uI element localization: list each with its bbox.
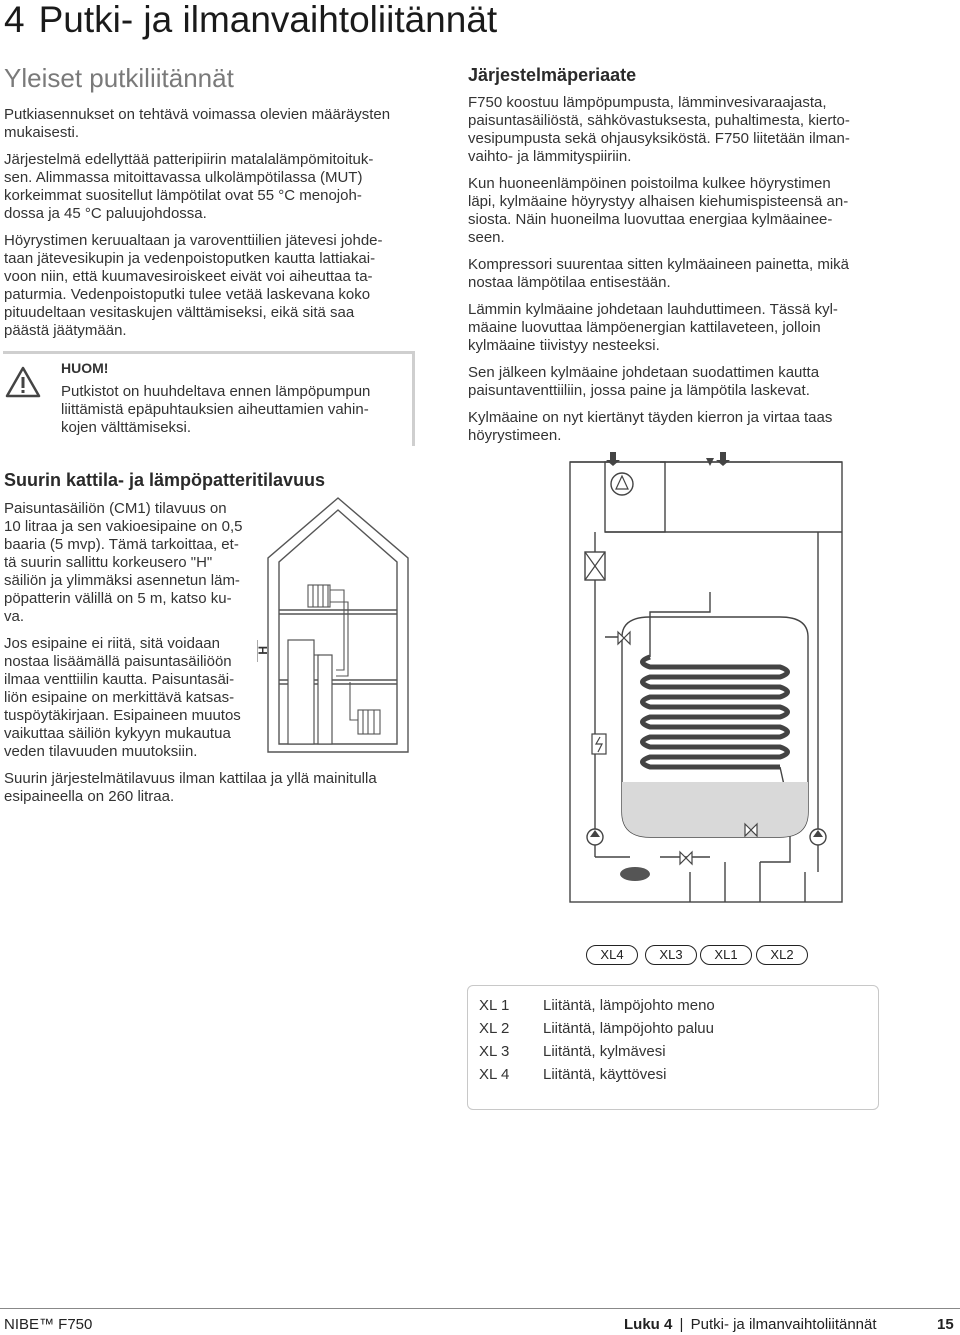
legend-code: XL 1 [479,997,510,1014]
volume-heading: Suurin kattila- ja lämpöpatteritilavuus [4,470,326,490]
height-h-label: H [256,646,270,655]
volume-p1-line: tä suurin sallittu korkeusero "H" [4,554,213,571]
heat-pump-unit [288,640,332,744]
legend-text: Liitäntä, kylmävesi [543,1043,666,1060]
chapter-number: 4 [4,0,25,40]
principle-heading: Järjestelmäperiaate [468,65,637,85]
legend-code: XL 2 [479,1020,510,1037]
principle-p6-line: Kylmäaine on nyt kiertänyt täyden kierron ja virtaa taas [468,409,833,426]
principle-p5-line: paisuntaventtiiliin, jossa paine ja lämpötila laskevat. [468,382,810,399]
principle-p4-line: kylmäaine tiivistyy nesteeksi. [468,337,660,354]
principle-p4-line: mäaine luovuttaa lämpöenergian kattilaveteen, jolloin [468,319,821,336]
principle-p4-line: Lämmin kylmäaine johdetaan lauhduttimeen. Tässä kyl- [468,301,838,318]
general-p3-line: Höyrystimen keruualtaan ja varoventtiilien jätevesi johde- [4,232,383,249]
expansion-vessel [620,867,650,881]
general-p1-line: Putkiasennukset on tehtävä voimassa olevien määräysten [4,106,391,123]
volume-p2-line: veden tilavuuden muutoksiin. [4,743,198,760]
general-p1-line: mukaisesti. [4,124,80,141]
system-schematic [560,452,850,940]
warning-triangle-icon [5,366,41,398]
principle-p2-line: Kun huoneenlämpöinen poistoilma kulkee höyrystimen [468,175,831,192]
volume-p1-line: va. [4,608,25,625]
volume-text [4,500,264,761]
principle-p3-line: nostaa lämpötilaa entisestään. [468,274,671,291]
volume-p1-line: pöpatterin välillä on 5 m, katso ku- [4,590,232,607]
connection-label: XL2 [756,945,808,965]
footer-chapter-label: Luku 4 [624,1316,673,1333]
volume-p3-line: esipaineella on 260 litraa. [4,788,175,805]
principle-text [468,94,888,445]
legend-code: XL 3 [479,1043,510,1060]
general-p3-line: pituudeltaan vesitaskujen välttämiseksi, eikä sitä saa [4,304,355,321]
legend-text: Liitäntä, lämpöjohto meno [543,997,715,1014]
volume-p3 [4,770,377,806]
volume-p3-line: Suurin järjestelmätilavuus ilman kattilaa ja yllä mainitulla [4,770,377,787]
general-p2-line: dossa ja 45 °C paluujohdossa. [4,205,207,222]
fan-box [605,462,665,532]
radiator-top [308,585,330,607]
volume-p2-line: ilmaa venttiilin kautta. Paisuntasäi- [4,671,235,688]
page-number: 15 [937,1316,954,1333]
volume-p1-line: 10 litraa ja sen vakioesipaine on 0,5 [4,518,243,535]
house-diagram [258,490,418,755]
note-line: Putkistot on huuhdeltava ennen lämpöpumpun [61,383,371,400]
general-heading: Yleiset putkiliitännät [4,63,234,93]
footer-product: NIBE™ F750 [4,1316,93,1333]
legend-text: Liitäntä, käyttövesi [543,1066,667,1083]
principle-p2-line: läpi, kylmäaine höyrystyy alhaisen kiehumispisteensä an- [468,193,849,210]
principle-p1-line: F750 koostuu lämpöpumpusta, lämminvesivaraajasta, [468,94,827,111]
chapter-title-text: Putki- ja ilmanvaihtoliitännät [38,0,498,40]
volume-p2-line: liön esipaine on merkittävä katsas- [4,689,235,706]
general-p2-line: korkeimmat suositellut lämpötilat ovat 55 °C menojoh- [4,187,362,204]
airflow-arrows [606,452,730,466]
general-p3-line: voon niin, että kuumavesiroiskeet eivät voi aiheuttaa ta- [4,268,373,285]
connection-label: XL1 [700,945,752,965]
legend-code: XL 4 [479,1066,510,1083]
general-text [4,106,424,340]
principle-p2-line: siosta. Näin huoneilma luovuttaa energiaa kylmäainee- [468,211,833,228]
note-line: kojen välttämiseksi. [61,419,192,436]
footer-rule [0,1308,960,1309]
note-line: liittämistä epäpuhtauksien aiheuttamien vahin- [61,401,369,418]
connection-label: XL3 [645,945,697,965]
chapter-title [4,0,497,42]
volume-p2-line: nostaa lisäämällä paisuntasäiliöön [4,653,232,670]
note-title: HUOM! [61,360,109,376]
general-p3-line: paturmia. Vedenpoistoputki tulee vetää laskevana koko [4,286,371,303]
principle-p6-line: höyrystimeen. [468,427,562,444]
note-text [61,383,370,437]
principle-p5-line: Sen jälkeen kylmäaine johdetaan suodattimen kautta [468,364,820,381]
general-p2-line: sen. Alimmassa mitoittavassa ulkolämpötilassa (MUT) [4,169,363,186]
general-p3-line: taan jätevesikupin ja vedenpoistoputken kautta lattiakai- [4,250,376,267]
volume-p2-line: tuspöytäkirjaan. Esipaineen muutos [4,707,241,724]
legend-text: Liitäntä, lämpöjohto paluu [543,1020,714,1037]
radiator-bottom [358,710,380,734]
volume-p2-line: vaikuttaa säiliön kykyyn mukautua [4,725,231,742]
principle-p1-line: vaihto- ja lämmityspiiriin. [468,148,632,165]
volume-p1-line: baaria (5 mvp). Tämä tarkoittaa, et- [4,536,239,553]
volume-p2-line: Jos esipaine ei riitä, sitä voidaan [4,635,220,652]
general-p2-line: Järjestelmä edellyttää patteripiirin matalalämpömitoituk- [4,151,374,168]
principle-p2-line: seen. [468,229,505,246]
volume-p1-line: Paisuntasäiliön (CM1) tilavuus on [4,500,227,517]
volume-p1-line: säiliön ja ylimmäksi asennetun läm- [4,572,240,589]
heating-coil [643,657,788,767]
legend-box [467,985,879,1110]
footer-chapter: Luku 4 | Putki- ja ilmanvaihtoliitännät [624,1316,877,1333]
tank-lower-zone [622,782,808,837]
general-p3-line: päästä jäätymään. [4,322,127,339]
footer-chapter-title: Putki- ja ilmanvaihtoliitännät [690,1316,877,1333]
principle-p1-line: paisuntasäiliöstä, sähkövastuksesta, puhaltimesta, kierto- [468,112,850,129]
connection-label: XL4 [586,945,638,965]
principle-p1-line: vesipumpusta sekä ohjausyksiköstä. F750 liitetään ilman- [468,130,850,147]
principle-p3-line: Kompressori suurentaa sitten kylmäaineen painetta, mikä [468,256,850,273]
